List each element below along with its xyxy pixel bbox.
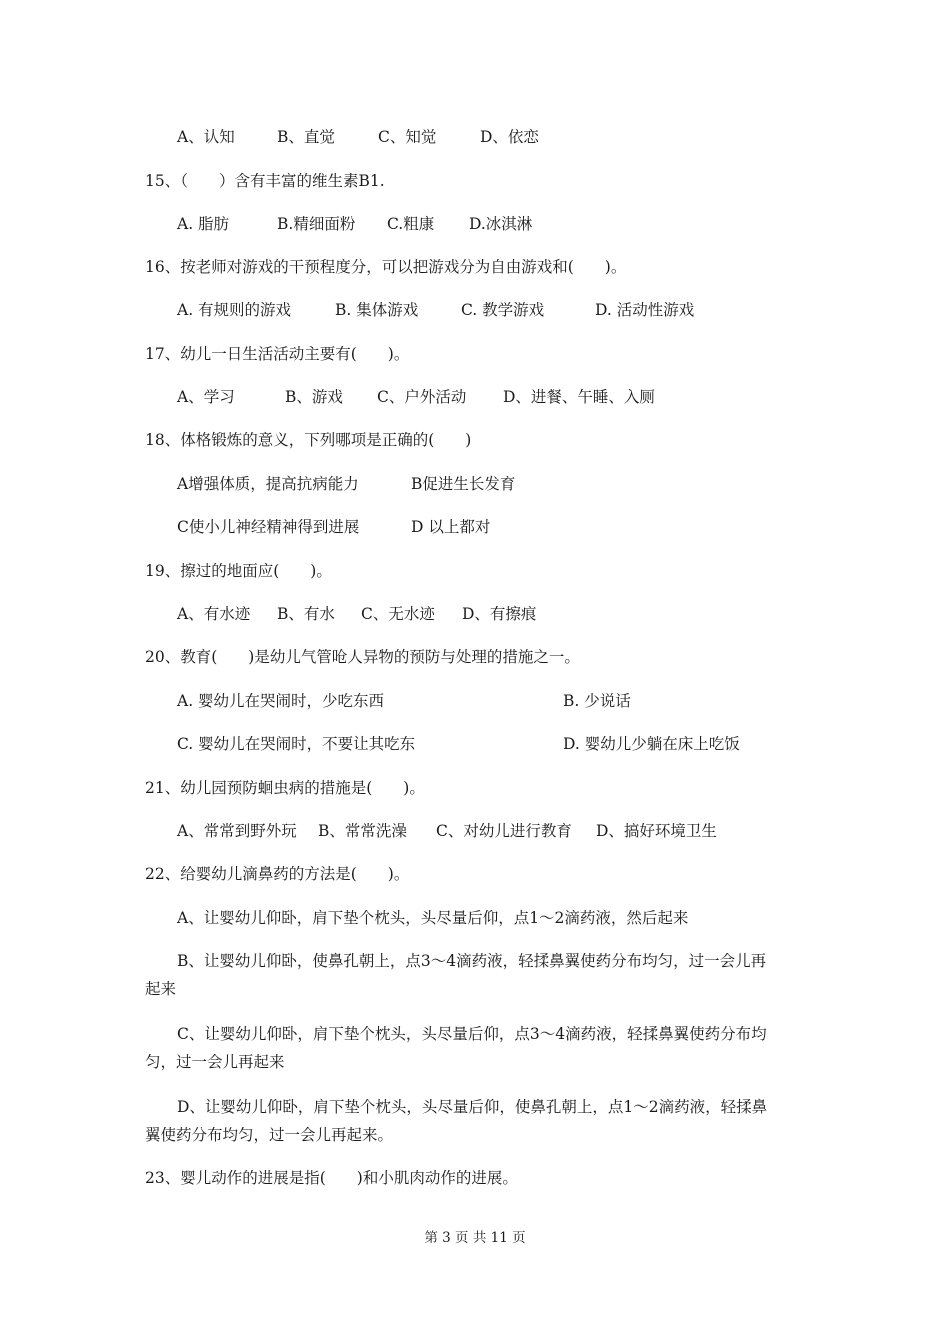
option-c: C、无水迹 <box>361 605 435 623</box>
option-d: D、有擦痕 <box>462 605 537 623</box>
question-22-option-a: A、让婴幼儿仰卧，肩下垫个枕头，头尽量后仰，点1～2滴药液，然后起来 <box>177 909 689 927</box>
question-22-stem: 22、给婴幼儿滴鼻药的方法是( )。 <box>145 865 410 883</box>
option-d: D、搞好环境卫生 <box>596 822 717 840</box>
question-15-stem: 15、（ ）含有丰富的维生素B1. <box>145 172 385 190</box>
option-c: C. 教学游戏 <box>461 301 545 319</box>
question-22-option-b-continued: 起来 <box>145 980 177 998</box>
question-20-stem: 20、教育( )是幼儿气管呛人异物的预防与处理的措施之一。 <box>145 648 580 666</box>
question-17-stem: 17、幼儿一日生活活动主要有( )。 <box>145 345 410 363</box>
option-b: B、直觉 <box>277 128 335 146</box>
option-a: A. 婴幼儿在哭闹时，少吃东西 <box>177 692 385 710</box>
option-c: C.粗康 <box>387 215 435 233</box>
question-16-stem: 16、按老师对游戏的干预程度分，可以把游戏分为自由游戏和( )。 <box>145 258 627 276</box>
option-c: C使小儿神经精神得到进展 <box>177 518 360 536</box>
option-d: D、进餐、午睡、入厕 <box>503 388 655 406</box>
question-19-stem: 19、擦过的地面应( )。 <box>145 562 332 580</box>
option-a: A. 脂肪 <box>177 215 230 233</box>
question-22-option-b: B、让婴幼儿仰卧，使鼻孔朝上，点3～4滴药液，轻揉鼻翼使药分布均匀，过一会儿再 <box>177 952 767 970</box>
option-d: D. 婴幼儿少躺在床上吃饭 <box>563 735 740 753</box>
question-22-option-d: D、让婴幼儿仰卧，肩下垫个枕头，头尽量后仰，使鼻孔朝上，点1～2滴药液，轻揉鼻 <box>177 1098 768 1116</box>
question-23-stem: 23、婴儿动作的进展是指( )和小肌肉动作的进展。 <box>145 1169 518 1187</box>
question-22-option-c-continued: 匀，过一会儿再起来 <box>145 1053 285 1071</box>
option-d: D、依恋 <box>480 128 539 146</box>
option-a: A增强体质，提高抗病能力 <box>177 475 359 493</box>
question-22-option-c: C、让婴幼儿仰卧，肩下垫个枕头，头尽量后仰，点3～4滴药液，轻揉鼻翼使药分布均 <box>177 1025 767 1043</box>
option-a: A、有水迹 <box>177 605 251 623</box>
option-d: D 以上都对 <box>411 518 491 536</box>
option-b: B. 少说话 <box>563 692 631 710</box>
option-d: D. 活动性游戏 <box>595 301 695 319</box>
option-a: A、学习 <box>177 388 235 406</box>
option-b: B促进生长发育 <box>411 475 516 493</box>
option-b: B.精细面粉 <box>277 215 356 233</box>
page-number: 第 3 页 共 11 页 <box>424 1230 526 1246</box>
option-c: C、户外活动 <box>377 388 467 406</box>
option-c: C、知觉 <box>378 128 437 146</box>
option-c: C、对幼儿进行教育 <box>436 822 572 840</box>
option-c: C. 婴幼儿在哭闹时，不要让其吃东 <box>177 735 416 753</box>
question-21-stem: 21、幼儿园预防蛔虫病的措施是( )。 <box>145 779 425 797</box>
option-b: B、常常洗澡 <box>318 822 407 840</box>
option-d: D.冰淇淋 <box>469 215 533 233</box>
option-b: B. 集体游戏 <box>335 301 419 319</box>
option-a: A、常常到野外玩 <box>177 822 297 840</box>
question-18-stem: 18、体格锻炼的意义，下列哪项是正确的( ) <box>145 431 472 449</box>
option-a: A. 有规则的游戏 <box>177 301 292 319</box>
option-b: B、有水 <box>277 605 335 623</box>
question-22-option-d-continued: 翼使药分布均匀，过一会儿再起来。 <box>145 1126 394 1144</box>
option-a: A、认知 <box>177 128 235 146</box>
option-b: B、游戏 <box>285 388 343 406</box>
